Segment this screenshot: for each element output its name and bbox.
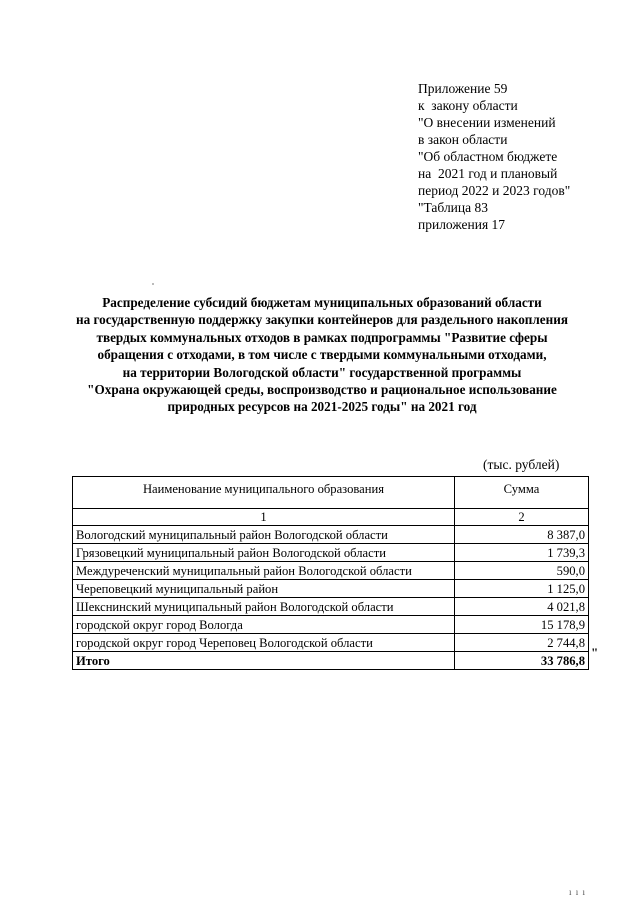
table-row: [73, 526, 589, 544]
column-number-row: [73, 509, 589, 526]
annex-line: в закон области: [418, 132, 508, 147]
total-label: Итого: [73, 652, 455, 670]
annex-line: к закону области: [418, 98, 518, 113]
annex-line: период 2022 и 2023 годов": [418, 183, 571, 198]
row-value: 1 125,0: [455, 580, 589, 598]
total-row: [73, 652, 589, 670]
row-name: Шекснинский муниципальный район Вологодской области: [73, 598, 455, 616]
annex-line: "Таблица 83: [418, 200, 488, 215]
row-value: 590,0: [455, 562, 589, 580]
row-value: 4 021,8: [455, 598, 589, 616]
header-sum: Сумма: [455, 477, 589, 509]
units-label: (тыс. рублей): [483, 457, 560, 472]
title-line: обращения с отходами, в том числе с твердыми коммунальными отходами,: [97, 347, 547, 363]
title-line: природных ресурсов на 2021-2025 годы" на 2021 год: [167, 399, 477, 415]
table-row: [73, 634, 589, 652]
title-line: твердых коммунальных отходов в рамках подпрограммы "Развитие сферы: [96, 329, 548, 345]
title-line: на территории Вологодской области" государственной программы: [122, 364, 522, 380]
row-value: 1 739,3: [455, 544, 589, 562]
row-name: городской округ город Череповец Вологодской области: [73, 634, 455, 652]
annex-line: на 2021 год и плановый: [418, 166, 558, 181]
table-row: [73, 544, 589, 562]
header-name: Наименование муниципального образования: [73, 477, 455, 509]
annex-line: Приложение 59: [418, 81, 508, 96]
annex-line: "Об областном бюджете: [418, 149, 558, 164]
row-value: 15 178,9: [455, 616, 589, 634]
row-name: Грязовецкий муниципальный район Вологодской области: [73, 544, 455, 562]
title-line: Распределение субсидий бюджетам муниципальных образований области: [102, 295, 542, 310]
row-value: 2 744,8: [455, 634, 589, 652]
annex-line: "О внесении изменений: [418, 115, 556, 130]
page-mark: ı ı ı: [569, 887, 587, 897]
subsidy-table: [72, 476, 589, 670]
row-value: 8 387,0: [455, 526, 589, 544]
closing-quote: ": [591, 645, 599, 660]
table-row: [73, 562, 589, 580]
table-row: [73, 580, 589, 598]
table-row: [73, 616, 589, 634]
annex-line: приложения 17: [418, 217, 506, 232]
table-header-row: [73, 477, 589, 509]
title-line: на государственную поддержку закупки контейнеров для раздельного накопления: [76, 312, 568, 328]
annex-reference: [418, 80, 570, 233]
scan-speck: [152, 283, 154, 285]
row-name: Междуреченский муниципальный район Вологодской области: [73, 562, 455, 580]
row-name: городской округ город Вологда: [73, 616, 455, 634]
row-name: Череповецкий муниципальный район: [73, 580, 455, 598]
total-value: 33 786,8: [455, 652, 589, 670]
row-name: Вологодский муниципальный район Вологодской области: [73, 526, 455, 544]
column-number: 2: [455, 509, 589, 526]
title-line: "Охрана окружающей среды, воспроизводство и рациональное использование: [87, 382, 557, 398]
table-row: [73, 598, 589, 616]
column-number: 1: [73, 509, 455, 526]
document-title: [40, 294, 604, 416]
